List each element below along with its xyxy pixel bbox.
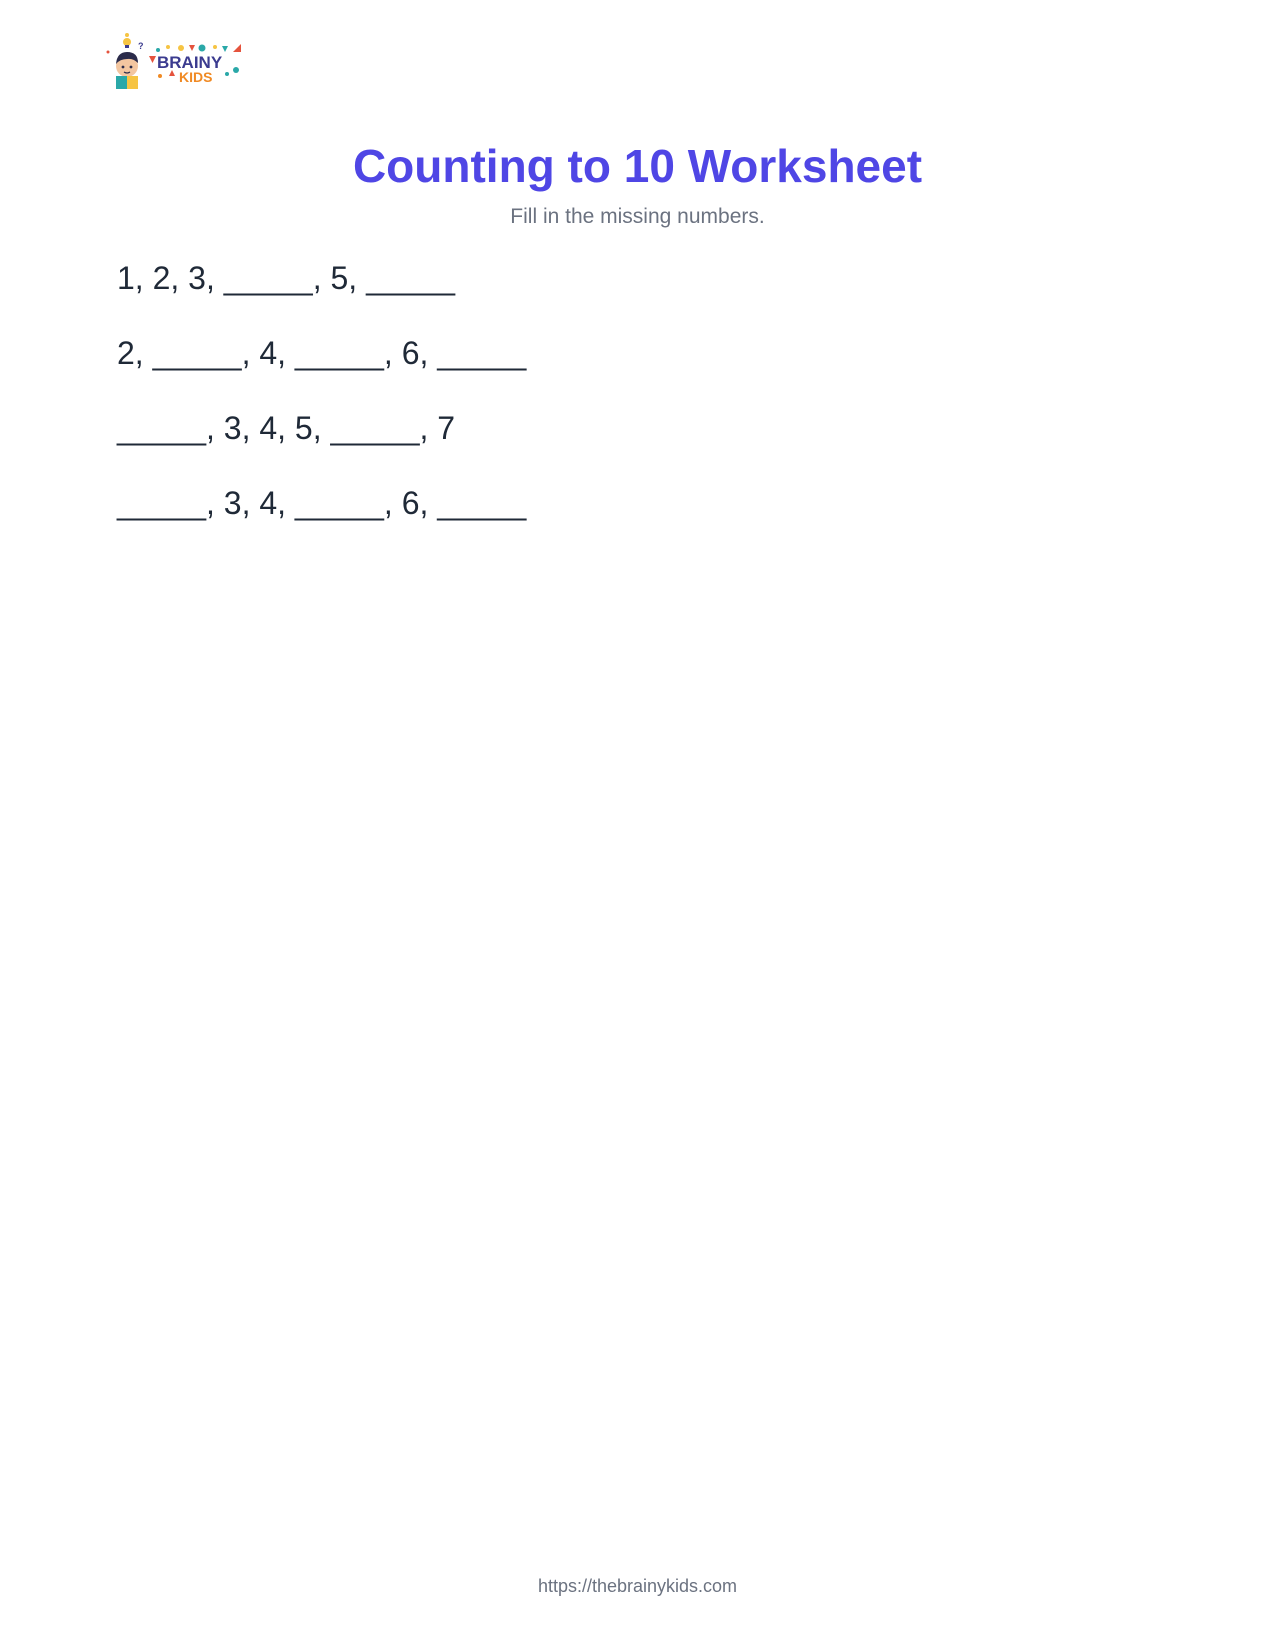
logo-brainy-text: BRAINY bbox=[157, 53, 223, 72]
problem-row-2: 2, _____, 4, _____, 6, _____ bbox=[117, 335, 527, 371]
footer-url[interactable]: https://thebrainykids.com bbox=[537, 1576, 738, 1596]
brainy-kids-logo-graphic bbox=[105, 32, 255, 94]
problem-row-1: 1, 2, 3, _____, 5, _____ bbox=[117, 260, 456, 296]
brainy-kids-logo bbox=[105, 32, 255, 94]
instructions: Fill in the missing numbers. bbox=[510, 205, 765, 228]
svg-text:?: ? bbox=[138, 41, 144, 51]
page-title: Counting to 10 Worksheet bbox=[352, 140, 923, 192]
problem-row-3: _____, 3, 4, 5, _____, 7 bbox=[117, 410, 456, 446]
problem-row-4: _____, 3, 4, _____, 6, _____ bbox=[117, 485, 527, 521]
logo-kids-text: KIDS bbox=[179, 69, 213, 85]
problem-list bbox=[117, 258, 526, 558]
